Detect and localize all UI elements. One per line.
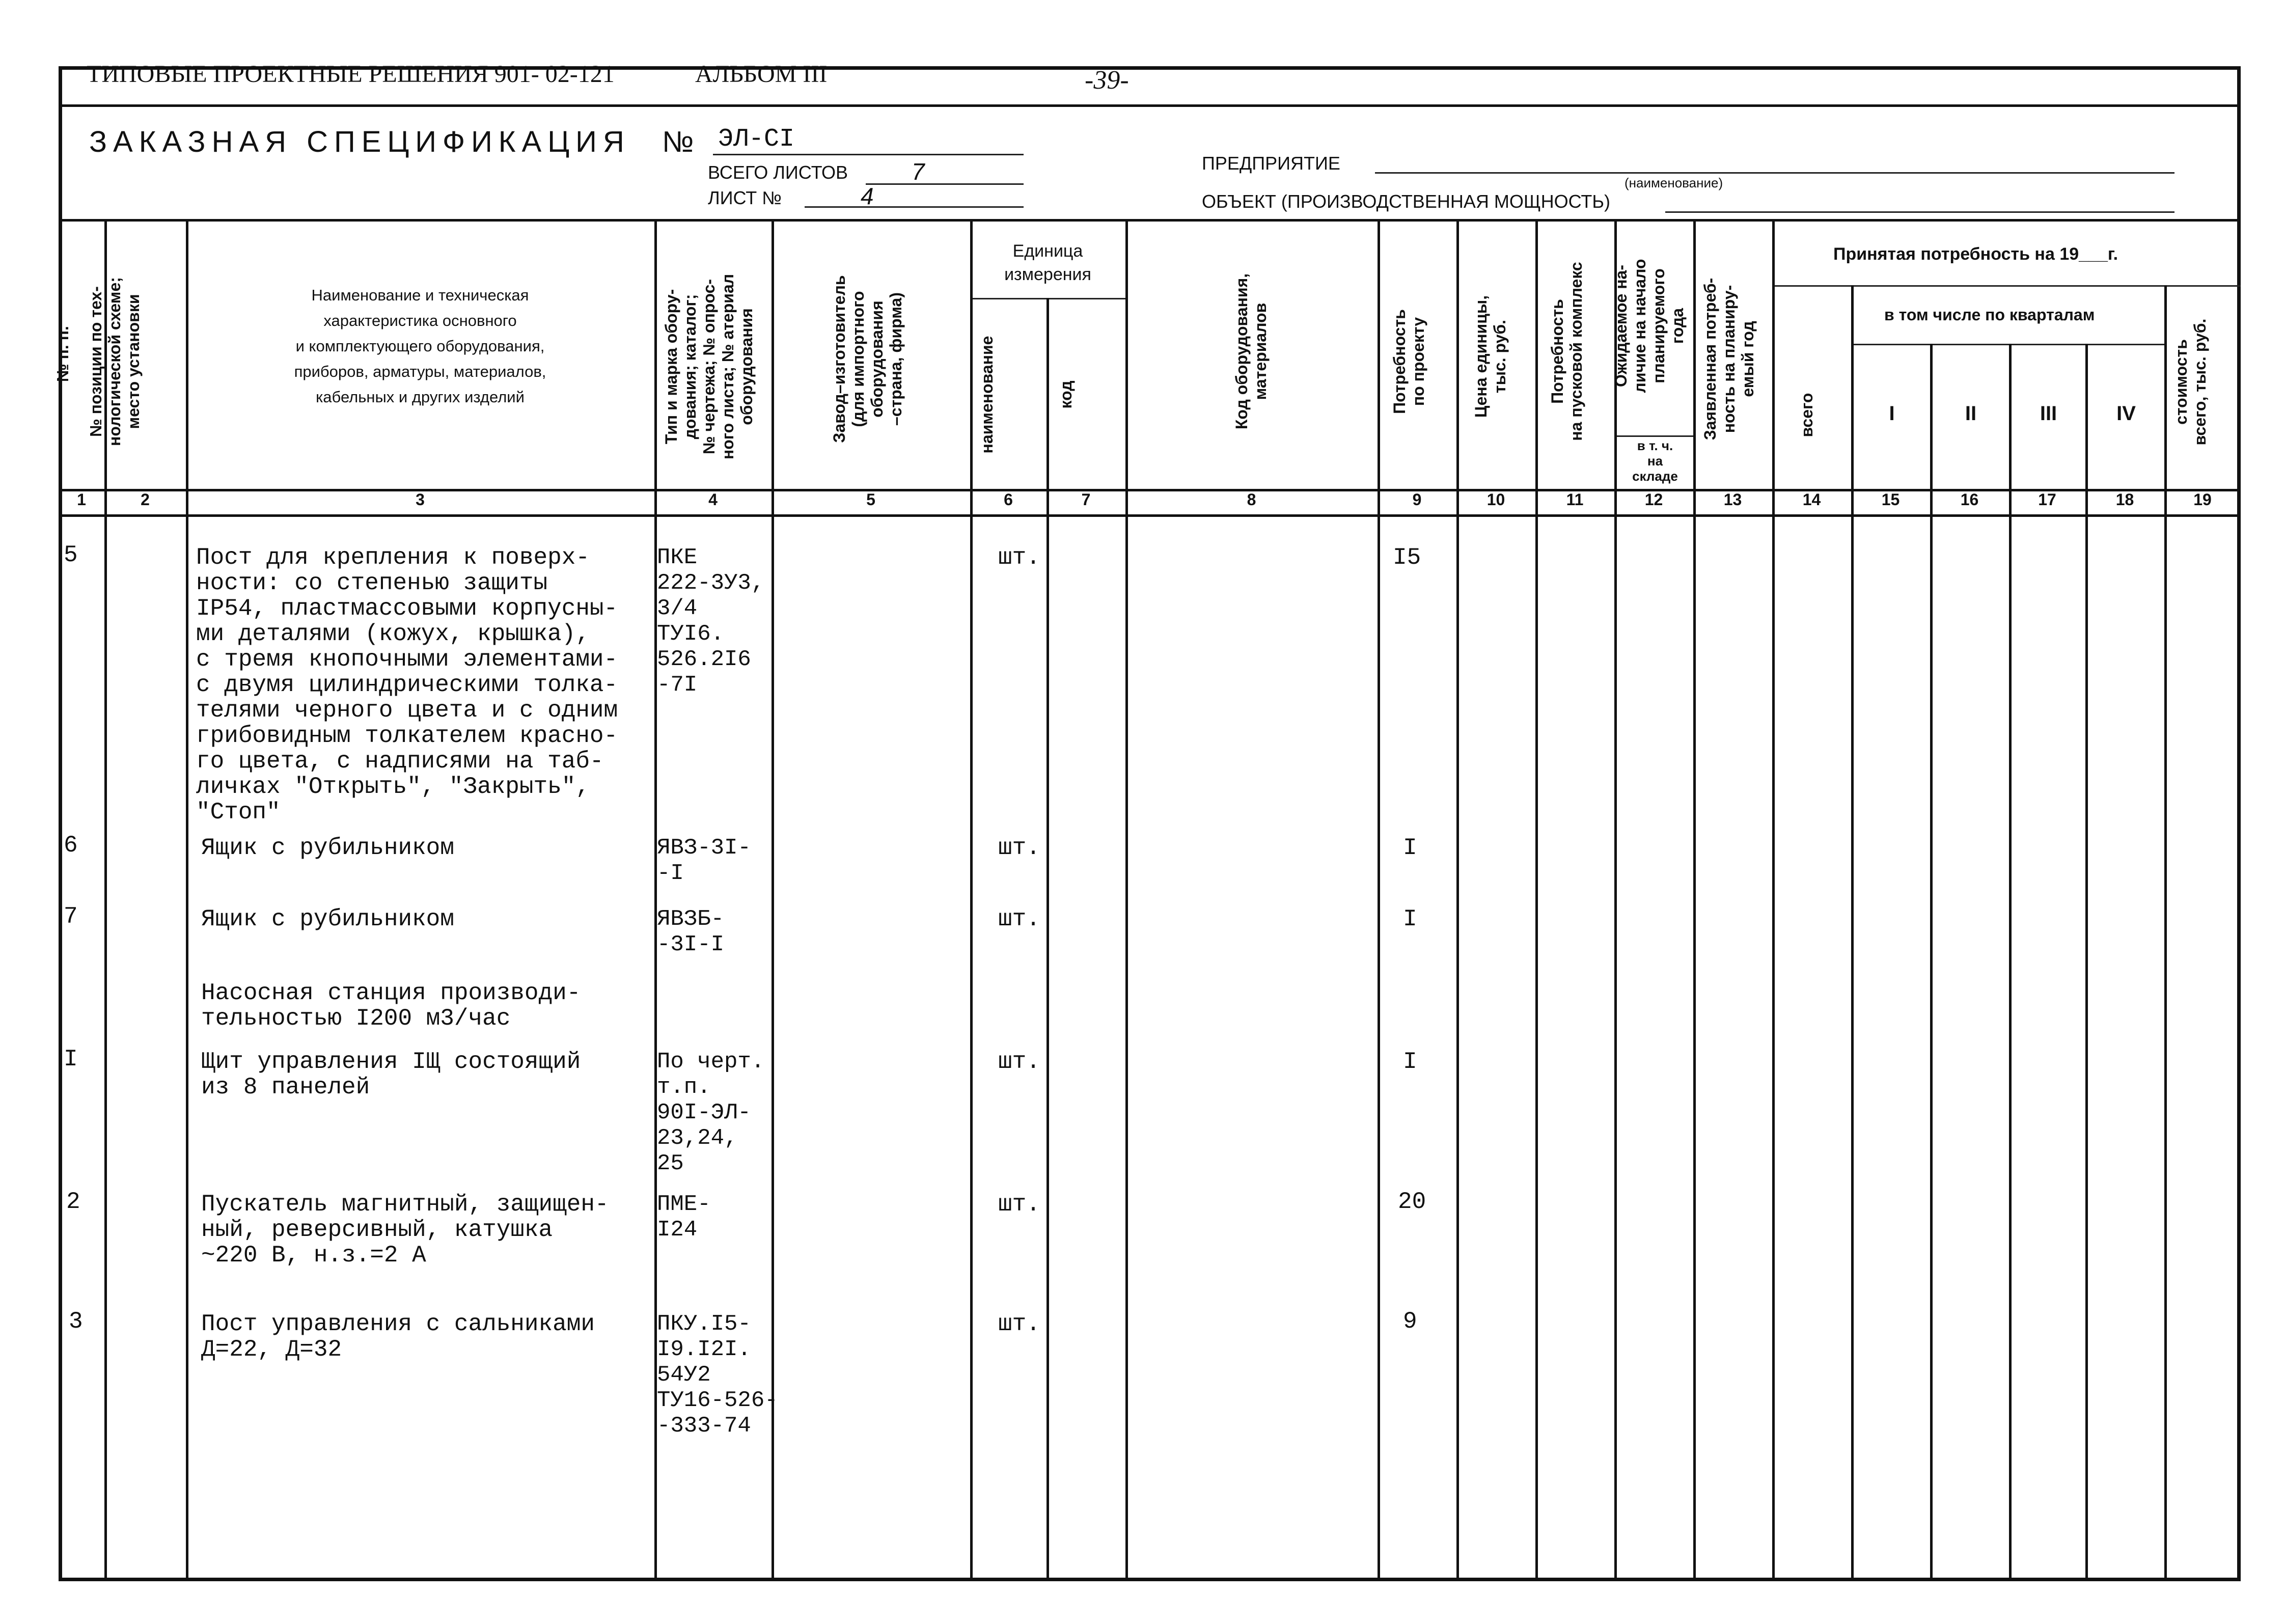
colnum-16: 16 <box>1960 490 1979 509</box>
colnum-5: 5 <box>866 490 875 509</box>
sheet-value: 4 <box>861 183 874 209</box>
underline <box>713 154 1024 155</box>
row-unit: шт. <box>998 1191 1040 1218</box>
colnum-4: 4 <box>708 490 718 509</box>
col-header-9: Потребность по проекту <box>1390 309 1427 414</box>
underline <box>866 183 1024 185</box>
spec-number-label: № <box>662 125 694 158</box>
row-number: 3 <box>69 1308 83 1335</box>
quarters-group-line <box>1851 344 2164 345</box>
col-line <box>970 219 973 1581</box>
col-header-7: код <box>1057 380 1075 409</box>
row-type: ПМЕ- I24 <box>657 1192 711 1243</box>
col-header-6: наименование <box>978 336 996 454</box>
row-name: Пускатель магнитный, защищен- ный, реверсивный, катушка ~220 В, н.з.=2 А <box>201 1191 609 1269</box>
row-name: Щит управления IЩ состоящий из 8 панелей <box>201 1049 581 1100</box>
colnum-9: 9 <box>1412 490 1422 509</box>
row-unit: шт. <box>998 544 1040 571</box>
row-number: 6 <box>64 832 78 859</box>
col-header-12: Ожидаемое на- личие на начало планируемого года <box>1612 259 1687 393</box>
col-line <box>186 219 188 1581</box>
spec-title: ЗАКАЗНАЯ СПЕЦИФИКАЦИЯ <box>89 125 630 158</box>
col-header-15: I <box>1889 402 1895 425</box>
row-qty: I <box>1403 906 1417 932</box>
col-header-6-7-group: Единица измерения <box>1004 241 1091 284</box>
row-section-heading: Насосная станция производи- тельностью I200 м3/час <box>201 980 581 1032</box>
col-line <box>2009 344 2012 1581</box>
row-number: 5 <box>64 542 78 568</box>
col-line <box>1693 219 1696 1581</box>
table-top <box>59 219 2241 222</box>
row-number: I <box>64 1046 78 1072</box>
col-line <box>1930 344 1933 1581</box>
colnum-14: 14 <box>1802 490 1821 509</box>
col-header-11: Потребность на пусковой комплекс <box>1548 262 1585 441</box>
row-number: 7 <box>64 903 78 930</box>
colnum-8: 8 <box>1247 490 1256 509</box>
col-header-19: стоимость всего, тыс. руб. <box>2172 318 2209 446</box>
row-qty: I5 <box>1393 544 1421 571</box>
sheet-label: ЛИСТ № <box>708 187 782 208</box>
table-colnum-bottom <box>59 514 2241 517</box>
total-sheets-value: 7 <box>912 158 925 185</box>
accepted-group-line <box>1772 285 2241 287</box>
col-header-18: IV <box>2116 402 2136 425</box>
col-line <box>1456 219 1459 1581</box>
row-unit: шт. <box>998 1311 1040 1337</box>
total-sheets-label: ВСЕГО ЛИСТОВ <box>708 162 848 183</box>
colnum-12: 12 <box>1644 490 1663 509</box>
underline <box>1665 211 2174 213</box>
col-line <box>2164 285 2167 1581</box>
underline <box>805 206 1024 208</box>
page-number: -39- <box>1085 66 1129 95</box>
colnum-10: 10 <box>1486 490 1505 509</box>
row-type: ЯВЗБ- -3I-I <box>657 906 725 957</box>
object-label: ОБЪЕКТ (ПРОИЗВОДСТВЕННАЯ МОЩНОСТЬ) <box>1202 191 1610 212</box>
row-unit: шт. <box>998 835 1040 861</box>
col-header-12-sub: в т. ч. на складе <box>1632 438 1678 484</box>
col-header-14: всего <box>1798 393 1816 437</box>
col-header-14-19-group: Принятая потребность на 19___г. <box>1833 244 2118 264</box>
colnum-15: 15 <box>1881 490 1900 509</box>
row-qty: I <box>1403 1049 1417 1075</box>
album-label: АЛЬБОМ III <box>695 61 828 88</box>
row-number: 2 <box>66 1189 80 1215</box>
colnum-17: 17 <box>2038 490 2056 509</box>
col-line <box>1125 219 1128 1581</box>
row-name: Ящик с рубильником <box>201 906 454 932</box>
row-type: По черт. т.п. 90I-ЭЛ- 23,24, 25 <box>657 1049 765 1176</box>
col-header-16: II <box>1965 402 1977 425</box>
colnum-6: 6 <box>1004 490 1013 509</box>
col-header-5: Завод–изготовитель (для импортного оборудования –страна, фирма) <box>830 275 905 443</box>
colnum-18: 18 <box>2115 490 2134 509</box>
row-type: ЯВЗ-3I- -I <box>657 835 751 886</box>
enterprise-hint: (наименование) <box>1625 175 1723 190</box>
col-line <box>2085 344 2088 1581</box>
row-name: Пост для крепления к поверх- ности: со степенью защиты IP54, пластмассовыми корпусны- ми деталями (кожух, крышка), с тремя кнопочными элементами- с двумя цилиндрическими толка- телями черного цвета и с одним грибовидным толкателем красно- го цвета, с надписями на таб- личках "Открыть", "Закрыть", "Стоп" <box>196 544 618 825</box>
col-header-2: № позиции по тех- нологической схеме; место установки <box>87 277 143 446</box>
colnum-2: 2 <box>141 490 150 509</box>
enterprise-label: ПРЕДПРИЯТИЕ <box>1202 153 1340 174</box>
col-header-4: Тип и марка обору- дования; каталог; № чертежа; № опрос- ного листа; № атериал оборудования <box>662 273 756 460</box>
col-header-8: Код оборудования, материалов <box>1232 273 1270 430</box>
row-qty: 9 <box>1403 1308 1417 1335</box>
col-line <box>1378 219 1380 1581</box>
row-qty: 20 <box>1398 1189 1426 1215</box>
colnum-3: 3 <box>416 490 425 509</box>
colnum-1: 1 <box>77 490 86 509</box>
col-line <box>1535 219 1538 1581</box>
col-header-1: № п. п. <box>53 326 72 382</box>
row-name: Ящик с рубильником <box>201 835 454 861</box>
col-header-17: III <box>2040 402 2057 425</box>
underline <box>1375 172 2174 174</box>
colnum-11: 11 <box>1566 490 1584 509</box>
col-header-10: Цена единицы, тыс. руб. <box>1472 295 1509 418</box>
c12-sub-line <box>1614 435 1693 437</box>
divider <box>59 104 2241 107</box>
col-line <box>1851 285 1854 1581</box>
row-unit: шт. <box>998 906 1040 932</box>
col-header-3: Наименование и техническая характеристика основного и комплектующего оборудования, приборов, арматуры, материалов, кабельных и других изделий <box>294 286 546 406</box>
row-name: Пост управления с сальниками Д=22, Д=32 <box>201 1311 595 1363</box>
spec-number: ЭЛ-СI <box>718 125 795 154</box>
row-unit: шт. <box>998 1049 1040 1075</box>
colnum-19: 19 <box>2193 490 2212 509</box>
col-header-13: Заявленная потреб- ность на планиру- емый год <box>1701 278 1757 441</box>
colnum-13: 13 <box>1723 490 1742 509</box>
col-header-15-18-group: в том числе по кварталам <box>1884 306 2095 324</box>
row-type: ПКЕ 222-3У3, 3/4 ТУI6. 526.2I6 -7I <box>657 545 765 698</box>
row-type: ПКУ.I5- I9.I2I. 54У2 ТУ16-526- -333-74 <box>657 1311 778 1439</box>
series-title: ТИПОВЫЕ ПРОЕКТНЫЕ РЕШЕНИЯ 901- 02-121 <box>87 61 615 88</box>
colnum-7: 7 <box>1081 490 1091 509</box>
row-qty: I <box>1403 835 1417 861</box>
